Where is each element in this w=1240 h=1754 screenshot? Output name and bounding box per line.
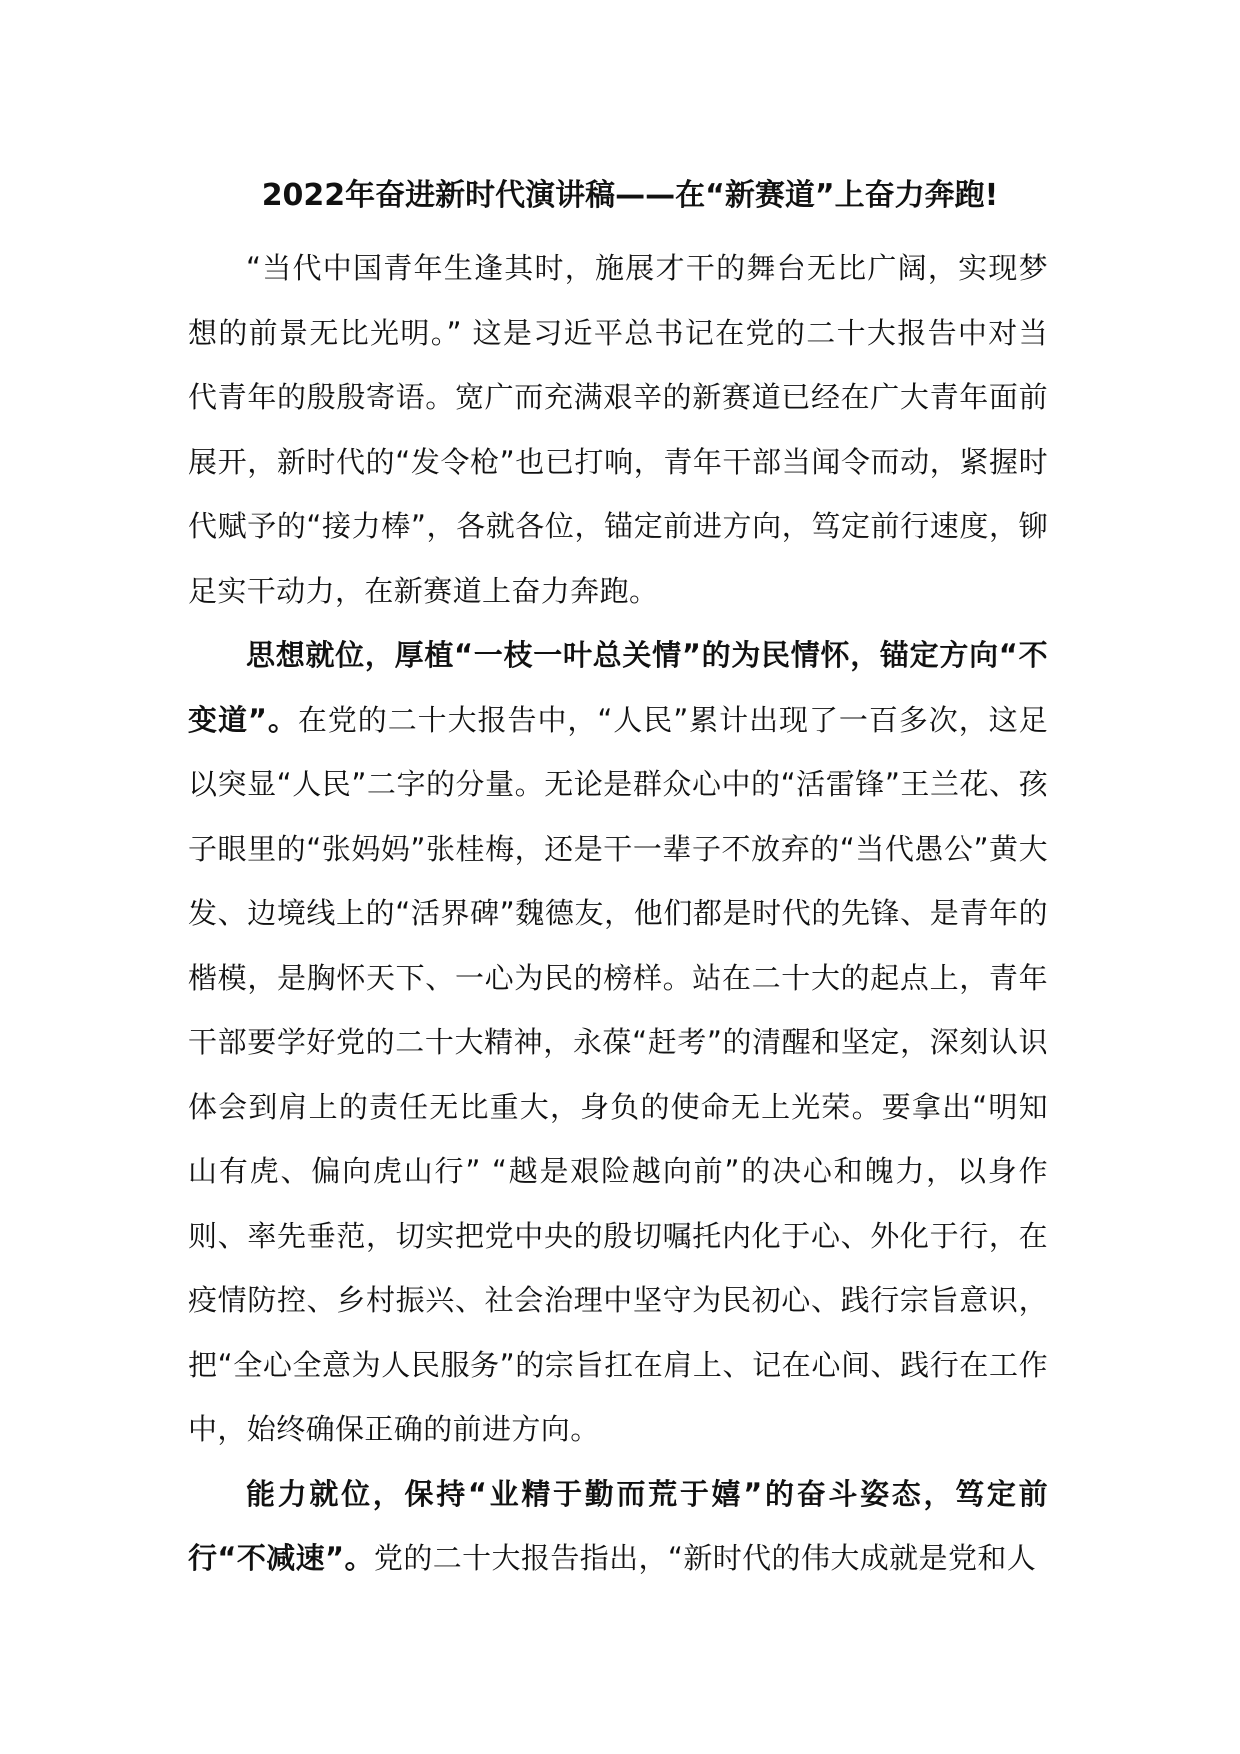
paragraph-heading: 思想就位，厚植“一枝一叶总关情”的为民情怀，锚定方向“不变道”。	[188, 638, 1048, 737]
document-body	[188, 236, 1048, 1591]
paragraph-ability-in-place	[188, 1462, 1048, 1591]
paragraph-thought-in-place	[188, 623, 1048, 1462]
paragraph-text: 在党的二十大报告中，“人民”累计出现了一百多次，这足以突显“人民”二字的分量。无论是群众心中的“活雷锋”王兰花、孩子眼里的“张妈妈”张桂梅，还是干一辈子不放弃的“当代愚公”黄大发、边境线上的“活界碑”魏德友，他们都是时代的先锋、是青年的楷模，是胸怀天下、一心为民的榜样。站在二十大的起点上，青年干部要学好党的二十大精神，永葆“赶考”的清醒和坚定，深刻认识体会到肩上的责任无比重大，身负的使命无上光荣。要拿出“明知山有虎、偏向虎山行” “越是艰险越向前”的决心和魄力，以身作则、率先垂范，切实把党中央的殷切嘱托内化于心、外化于行，在疫情防控、乡村振兴、社会治理中坚守为民初心、践行宗旨意识，把“全心全意为人民服务”的宗旨扛在肩上、记在心间、践行在工作中，始终确保正确的前进方向。	[188, 702, 1048, 1446]
paragraph-intro-text: “当代中国青年生逢其时，施展才干的舞台无比广阔，实现梦想的前景无比光明。” 这是习近平总书记在党的二十大报告中对当代青年的殷殷寄语。宽广而充满艰辛的新赛道已经在广大青年面前展开，新时代的“发令枪”也已打响，青年干部当闻令而动，紧握时代赋予的“接力棒”，各就各位，锚定前进方向，笃定前行速度，铆足实干动力，在新赛道上奋力奔跑。	[188, 251, 1048, 608]
paragraph-text: 党的二十大报告指出，“新时代的伟大成就是党和人	[373, 1541, 1037, 1575]
document-title: 2022年奋进新时代演讲稿——在“新赛道”上奋力奔跑!	[261, 178, 999, 213]
paragraph-heading: 能力就位，保持“业精于勤而荒于嬉”的奋斗姿态，笃定前行“不减速”。	[188, 1476, 1048, 1575]
paragraph-intro	[188, 236, 1048, 623]
